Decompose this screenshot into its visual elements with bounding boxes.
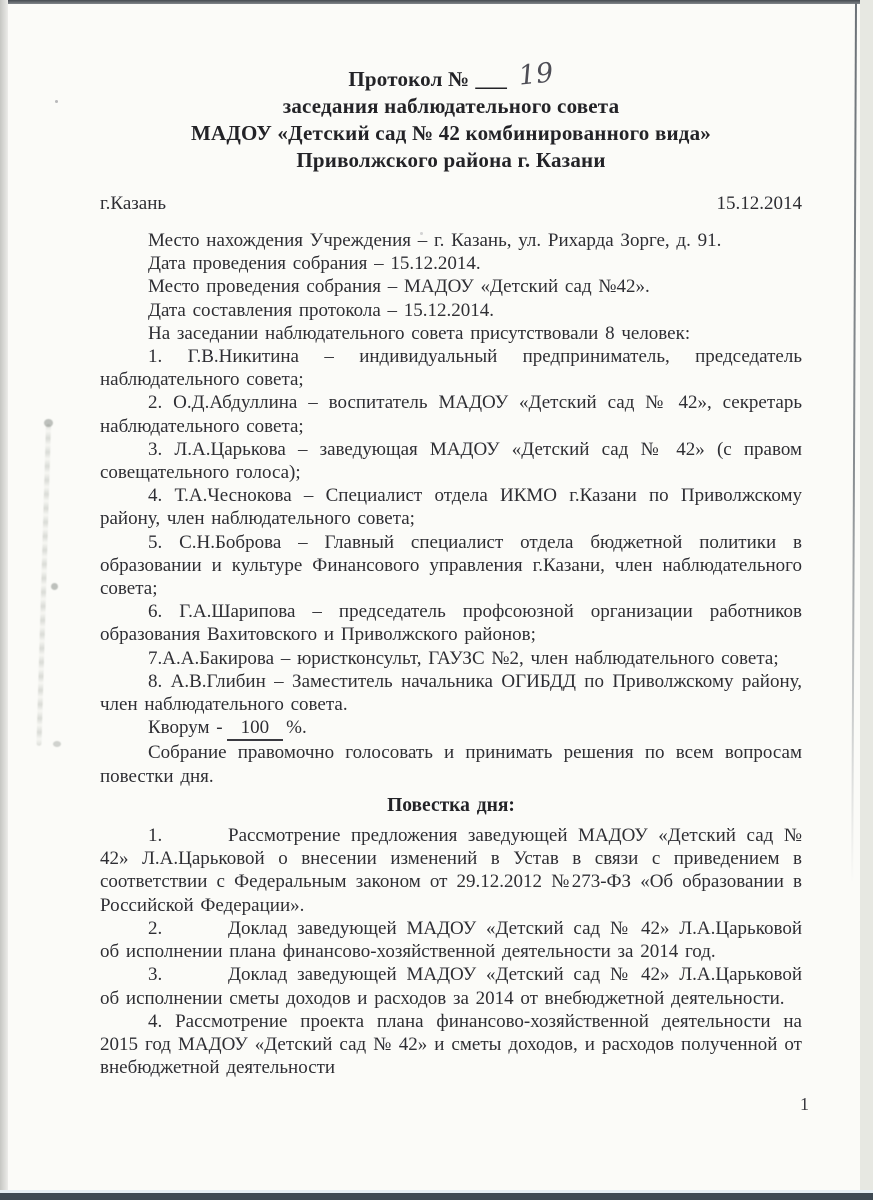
quorum-suffix: %. bbox=[286, 717, 307, 739]
paper-edge-line bbox=[851, 3, 857, 883]
attendee-item: 6. Г.А.Шарипова – председатель профсоюзной организации работников образования Вахитовского и Приволжского районов; bbox=[100, 601, 802, 646]
quorum-value: 100 bbox=[227, 716, 284, 741]
agenda-item-text: Доклад заведующей МАДОУ «Детский сад № 42» Л.А.Царьковой об исполнении сметы доходов и расходов за 2014 от внебюджетной деятельности. bbox=[100, 964, 802, 1009]
agenda-item-number: 4. bbox=[148, 1010, 163, 1032]
intro-line: Место проведения собрания – МАДОУ «Детский сад №42». bbox=[148, 276, 650, 298]
dateline-city: г.Казань bbox=[100, 193, 167, 214]
agenda-item-text: Доклад заведующей МАДОУ «Детский сад № 42» Л.А.Царьковой об исполнении плана финансово-хозяйственной деятельности за 2014 год. bbox=[100, 917, 802, 963]
protocol-number-handwritten: 19 bbox=[517, 57, 555, 92]
agenda-item-number: 1. bbox=[148, 825, 163, 847]
protocol-title-line bbox=[100, 57, 802, 93]
agenda-item bbox=[100, 917, 802, 963]
quorum-label: Кворум - bbox=[148, 717, 223, 739]
scan-speck bbox=[55, 100, 58, 103]
document-content bbox=[100, 57, 802, 1079]
staple-crease-mark bbox=[36, 424, 51, 746]
scan-top-border bbox=[0, 0, 873, 4]
resolution-statement: Собрание правомочно голосовать и принимать решения по всем вопросам повестки дня. bbox=[100, 742, 802, 787]
dateline-date: 15.12.2014 bbox=[716, 193, 802, 214]
title-line-4: Приволжского района г. Казани bbox=[296, 148, 606, 172]
scan-right-edge bbox=[860, 0, 873, 1200]
agenda-item-number: 3. bbox=[148, 964, 163, 986]
attendee-item: 2. О.Д.Абдуллина – воспитатель МАДОУ «Детский сад № 42», секретарь наблюдательного совета; bbox=[100, 392, 802, 437]
attendee-item: 4. Т.А.Чеснокова – Специалист отдела ИКМО г.Казани по Приволжскому району, член наблюдательного совета; bbox=[100, 485, 802, 530]
staple-dot bbox=[51, 583, 58, 590]
agenda-item-number: 2. bbox=[148, 917, 163, 939]
intro-line: Дата составления протокола – 15.12.2014. bbox=[148, 299, 495, 321]
attendee-item: 5. С.Н.Боброва – Главный специалист отдела бюджетной политики в образовании и культуре Финансового управления г.Казани, член наблюдательного совета; bbox=[100, 531, 802, 600]
staple-dot bbox=[44, 419, 53, 427]
agenda-item bbox=[100, 1010, 802, 1080]
agenda-item-text: Рассмотрение проекта плана финансово-хозяйственной деятельности на 2015 год МАДОУ «Детский сад № 42» и сметы доходов, и расходов полученной от внебюджетной деятельности bbox=[100, 1010, 802, 1079]
agenda-heading: Повестка дня: bbox=[387, 794, 515, 816]
document-title bbox=[100, 57, 802, 174]
attendee-item: 8. А.В.Глибин – Заместитель начальника ОГИБДД по Приволжскому району, член наблюдательного совета. bbox=[100, 670, 802, 716]
intro-line: На заседании наблюдательного совета присутствовали 8 человек: bbox=[148, 322, 691, 344]
intro-line: Место нахождения Учреждения – г. Казань, ул. Рихарда Зорге, д. 91. bbox=[148, 230, 722, 251]
title-line-3: МАДОУ «Детский сад № 42 комбинированного вида» bbox=[190, 121, 712, 145]
attendee-item: 1. Г.В.Никитина – индивидуальный предприниматель, председатель наблюдательного совета; bbox=[100, 346, 802, 391]
scan-bottom-border bbox=[0, 1193, 873, 1200]
agenda-item bbox=[100, 824, 802, 917]
page-number: 1 bbox=[800, 1094, 809, 1114]
agenda-item bbox=[100, 963, 802, 1009]
title-line-2: заседания наблюдательного совета bbox=[282, 94, 620, 118]
staple-dot bbox=[53, 741, 61, 747]
intro-line: Дата проведения собрания – 15.12.2014. bbox=[148, 253, 481, 275]
document-body bbox=[100, 229, 802, 1079]
dateline bbox=[100, 191, 802, 216]
agenda-item-text: Рассмотрение предложения заведующей МАДОУ «Детский сад № 42» Л.А.Царьковой о внесении изменений в Устав в связи с приведением в соответствии с Федеральным законом от 29.12.2012 №273-ФЗ «Об образовании в Российской Федерации». bbox=[100, 825, 802, 916]
protocol-label: Протокол № bbox=[348, 67, 470, 91]
attendee-item: 7.А.А.Бакирова – юристконсульт, ГАУЗС №2, член наблюдательного совета; bbox=[148, 647, 779, 669]
quorum-line bbox=[100, 716, 802, 741]
scan-left-edge bbox=[0, 0, 8, 1200]
protocol-number-blank: ___ bbox=[475, 67, 507, 91]
attendee-item: 3. Л.А.Царькова – заведующая МАДОУ «Детский сад № 42» (с правом совещательного голоса); bbox=[100, 438, 802, 484]
